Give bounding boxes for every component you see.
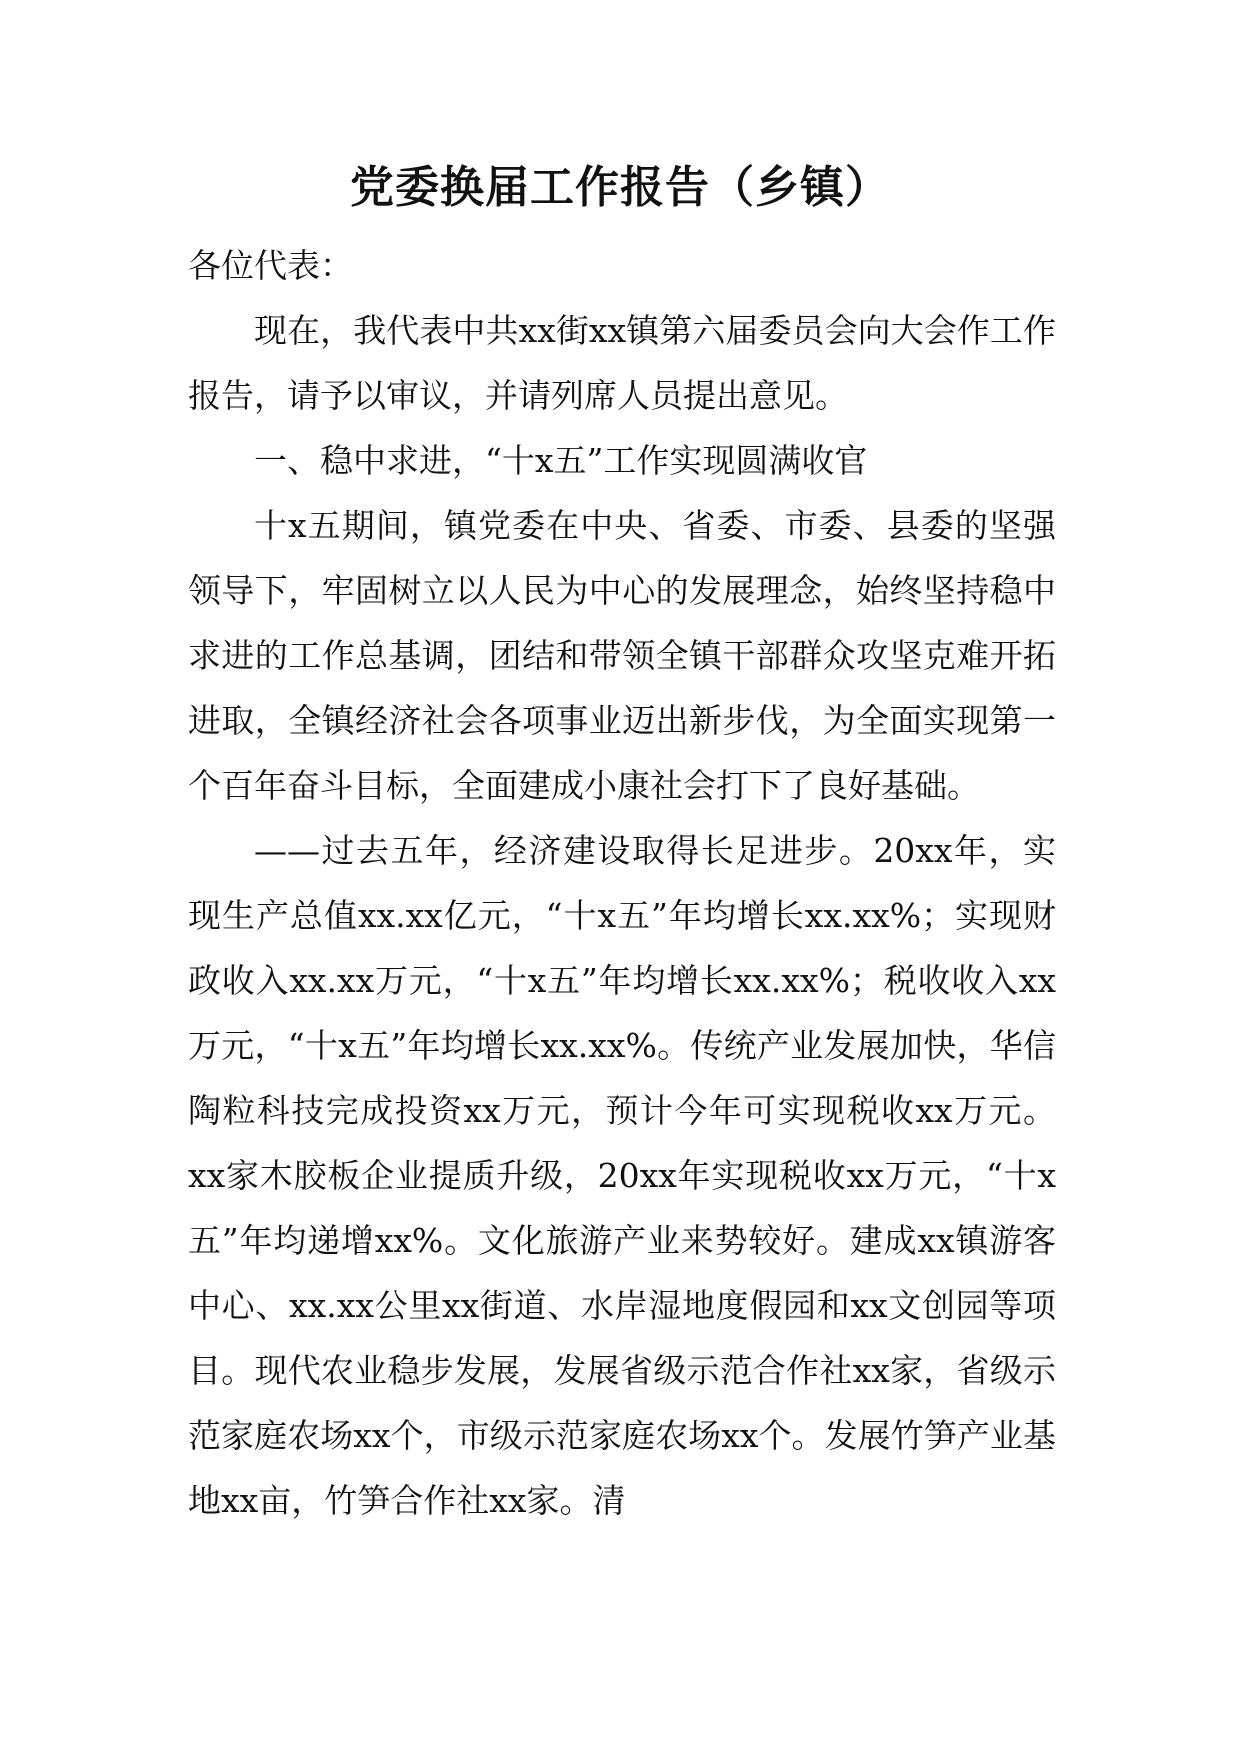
salutation: 各位代表： (188, 246, 353, 285)
section-heading-1: 一、稳中求进，“十x五”工作实现圆满收官 (254, 441, 868, 480)
document-body (188, 233, 1056, 1533)
paragraph-intro: 现在，我代表中共xx街xx镇第六届委员会向大会作工作报告，请予以审议，并请列席人员提出意见。 (188, 311, 1056, 415)
document-title: 党委换届工作报告（乡镇） (350, 162, 890, 213)
paragraph-overview: 十x五期间，镇党委在中央、省委、市委、县委的坚强领导下，牢固树立以人民为中心的发展理念，始终坚持稳中求进的工作总基调，团结和带领全镇干部群众攻坚克难开拓进取，全镇经济社会各项事业迈出新步伐，为全面实现第一个百年奋斗目标，全面建成小康社会打下了良好基础。 (188, 506, 1056, 805)
paragraph-economy: ——过去五年，经济建设取得长足进步。20xx年，实现生产总值xx.xx亿元，“十x五”年均增长xx.xx%；实现财政收入xx.xx万元，“十x五”年均增长xx.xx%；税收收入xx万元，“十x五”年均增长xx.xx%。传统产业发展加快，华信陶粒科技完成投资xx万元，预计今年可实现税收xx万元。xx家木胶板企业提质升级，20xx年实现税收xx万元，“十x五”年均递增xx%。文化旅游产业来势较好。建成xx镇游客中心、xx.xx公里xx街道、水岸湿地度假园和xx文创园等项目。现代农业稳步发展，发展省级示范合作社xx家，省级示范家庭农场xx个，市级示范家庭农场xx个。发展竹笋产业基地xx亩，竹笋合作社xx家。清 (188, 831, 1056, 1520)
